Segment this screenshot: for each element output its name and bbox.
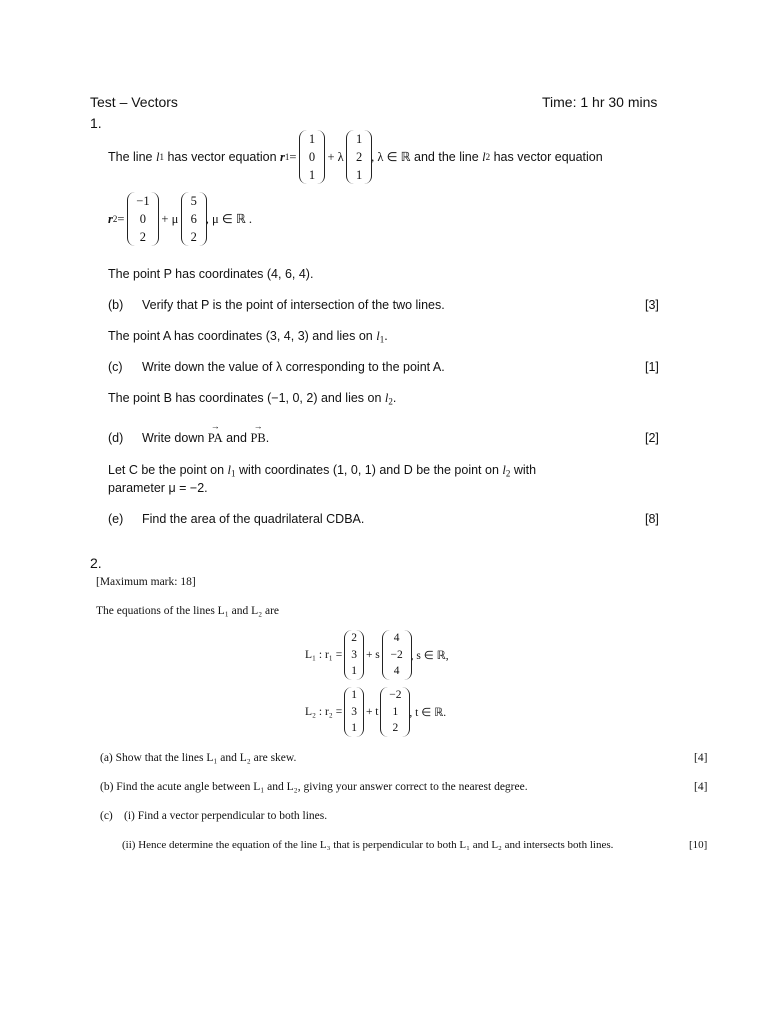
part-d-text: Write down → PA and → PB. (142, 431, 269, 446)
test-title: Test – Vectors (90, 94, 178, 110)
point-b-statement: The point B has coordinates (−1, 0, 2) and lies on $l_2$. (108, 391, 397, 407)
vector-a2: −1 0 2 (128, 192, 158, 246)
q2-part-c-i-text: (i) Find a vector perpendicular to both lines. (124, 810, 328, 822)
parameter-mu-statement: parameter μ = −2. (108, 481, 208, 495)
part-e-marks: [8] (645, 512, 659, 526)
vector-d1: 1 2 1 (347, 130, 371, 184)
part-c-label: (c) (108, 360, 123, 374)
q2-part-c-ii-text: (ii) Hence determine the equation of the line L₃ that is perpendicular to both L₁ and L₂ and intersects both lines. (122, 839, 614, 851)
vector-pb: → PB (250, 431, 265, 446)
vector-L1-d: 4 −2 4 (383, 630, 411, 680)
part-c-text: Write down the value of λ corresponding to the point A. (142, 360, 445, 374)
point-a-statement: The point A has coordinates (3, 4, 3) and lies on $l_1$. (108, 329, 388, 345)
question-1-number: 1. (90, 115, 102, 131)
part-c-marks: [1] (645, 360, 659, 374)
part-b-marks: [3] (645, 298, 659, 312)
q2-part-a-marks: [4] (694, 752, 708, 764)
part-b-label: (b) (108, 298, 124, 312)
q2-part-a-text: (a) Show that the lines L₁ and L₂ are skew. (100, 752, 297, 764)
line-l2-equation: r 2 = −1 0 2 + μ 5 6 2 , μ ∈ ℝ . (108, 190, 252, 248)
vector-L2-d: −2 1 2 (381, 687, 409, 737)
part-b-text: Verify that P is the point of intersection of the two lines. (142, 298, 445, 312)
q2-part-c-marks: [10] (689, 839, 708, 851)
part-e-text: Find the area of the quadrilateral CDBA. (142, 512, 365, 526)
part-d-marks: [2] (645, 431, 659, 445)
vector-d2: 5 6 2 (182, 192, 206, 246)
line-L1-equation: L₁ : r₁ = 2 3 1 + s 4 −2 4 , s ∈ ℝ, (305, 632, 449, 678)
q2-part-b-text: (b) Find the acute angle between L₁ and L₂, giving your answer correct to the nearest degree. (100, 781, 528, 793)
vector-pa: → PA (208, 431, 223, 446)
part-e-label: (e) (108, 512, 124, 526)
vector-L2-a: 1 3 1 (345, 687, 363, 737)
line-l1-equation: The line l 1 has vector equation r 1 = 1 0 1 + λ 1 2 1 , λ ∈ ℝ and the line l 2 has vector equation (108, 128, 603, 186)
part-d-label: (d) (108, 431, 124, 445)
q2-part-c-label: (c) (100, 810, 113, 822)
line-L2-equation: L₂ : r₂ = 1 3 1 + t −2 1 2 , t ∈ ℝ. (305, 689, 446, 735)
points-c-d-statement: Let C be the point on $l_1$ with coordinates (1, 0, 1) and D be the point on $l_2$ with (108, 463, 537, 479)
vector-a1: 1 0 1 (300, 130, 324, 184)
point-p-statement: The point P has coordinates (4, 6, 4). (108, 267, 314, 281)
question-2-number: 2. (90, 555, 102, 571)
q2-intro: The equations of the lines L₁ and L₂ are (96, 605, 280, 617)
maximum-mark: [Maximum mark: 18] (96, 576, 196, 588)
time-allowed: Time: 1 hr 30 mins (542, 94, 658, 110)
q2-part-b-marks: [4] (694, 781, 708, 793)
vector-L1-a: 2 3 1 (345, 630, 363, 680)
